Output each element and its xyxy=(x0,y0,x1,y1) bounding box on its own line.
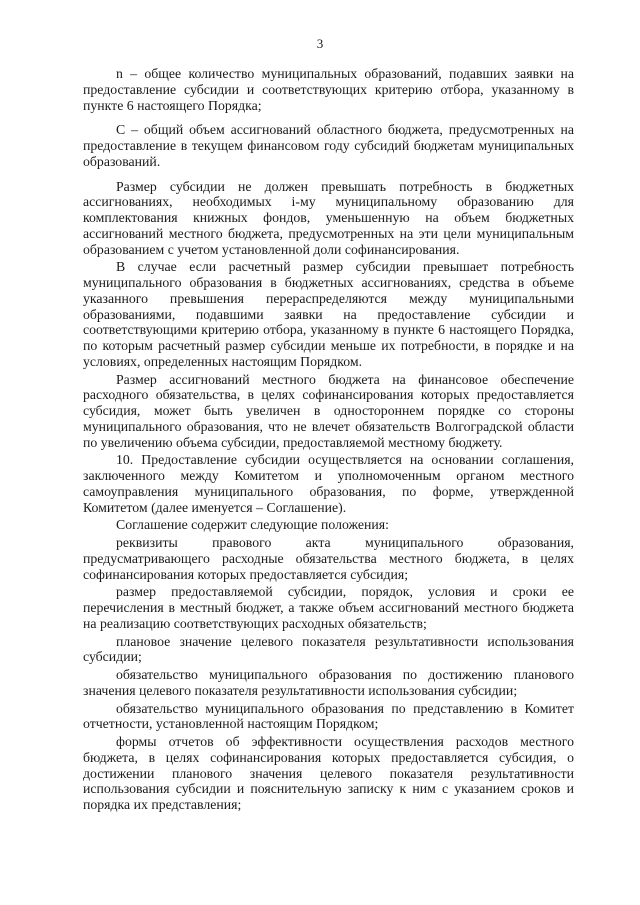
paragraph-item-10-agreement: 10. Предоставление субсидии осуществляется на основании соглашения, заключенного между Комитетом и уполномоченным органом местного самоуправления муниципального образования, по форме, утвержденной Комитетом (далее именуется – Соглашение). xyxy=(83,452,574,515)
paragraph-legal-act-details: реквизиты правового акта муниципального образования, предусматривающего расходные обязательства местного бюджета, в целях софинансирования которых предоставляется субсидия; xyxy=(83,535,574,582)
paragraph-target-indicator: плановое значение целевого показателя результативности использования субсидии; xyxy=(83,633,574,665)
document-body xyxy=(83,66,574,815)
paragraph-local-budget-increase: Размер ассигнований местного бюджета на финансовое обеспечение расходного обязательства, в целях софинансирования которых предоставляется субсидия, может быть увеличен в одностороннем порядке со стороны муниципального образования, что не влечет обязательств Волгоградской области по увеличению объема субсидии, предоставляемой местному бюджету. xyxy=(83,371,574,450)
paragraph-obligation-achievement: обязательство муниципального образования по достижению планового значения целевого показателя результативности использования субсидии; xyxy=(83,667,574,698)
paragraph-n-definition: n – общее количество муниципальных образований, подавших заявки на предоставление субсидии и соответствующих критерию отбора, указанному в пункте 6 настоящего Порядка; xyxy=(83,66,574,113)
page-number: 3 xyxy=(316,36,324,51)
paragraph-report-forms: формы отчетов об эффективности осуществления расходов местного бюджета, в целях софинансирования которых предоставляется субсидия, о достижении планового значения целевого показателя результативности использования субсидии и пояснительную записку к ним с указанием сроков и порядка их представления; xyxy=(83,734,574,812)
paragraph-obligation-reporting: обязательство муниципального образования по представлению в Комитет отчетности, установленной настоящим Порядком; xyxy=(83,700,574,732)
paragraph-subsidy-size-terms: размер предоставляемой субсидии, порядок, условия и сроки ее перечисления в местный бюджет, а также объем ассигнований местного бюджета на реализацию соответствующих расходных обязательств; xyxy=(83,584,574,631)
paragraph-subsidy-limit: Размер субсидии не должен превышать потребность в бюджетных ассигнованиях, необходимых i-му муниципальному образованию для комплектования книжных фондов, уменьшенную на объем бюджетных ассигнований местного бюджета, предусмотренных на эти цели муниципальным образованием с учетом установленной доли софинансирования. xyxy=(83,178,574,257)
paragraph-c-definition: С – общий объем ассигнований областного бюджета, предусмотренных на предоставление в текущем финансовом году субсидий бюджетам муниципальных образований. xyxy=(83,122,574,169)
paragraph-redistribution: В случае если расчетный размер субсидии превышает потребность муниципального образования в бюджетных ассигнованиях, средства в объеме указанного превышения перераспределяются между муниципальными образованиями, подавшими заявки на предоставление субсидии и соответствующими критерию отбора, указанному в пункте 6 настоящего Порядка, по которым расчетный размер субсидии меньше их потребности, в порядке и на условиях, определенных настоящим Порядком. xyxy=(83,259,574,369)
paragraph-agreement-contents: Соглашение содержит следующие положения: xyxy=(116,517,389,533)
